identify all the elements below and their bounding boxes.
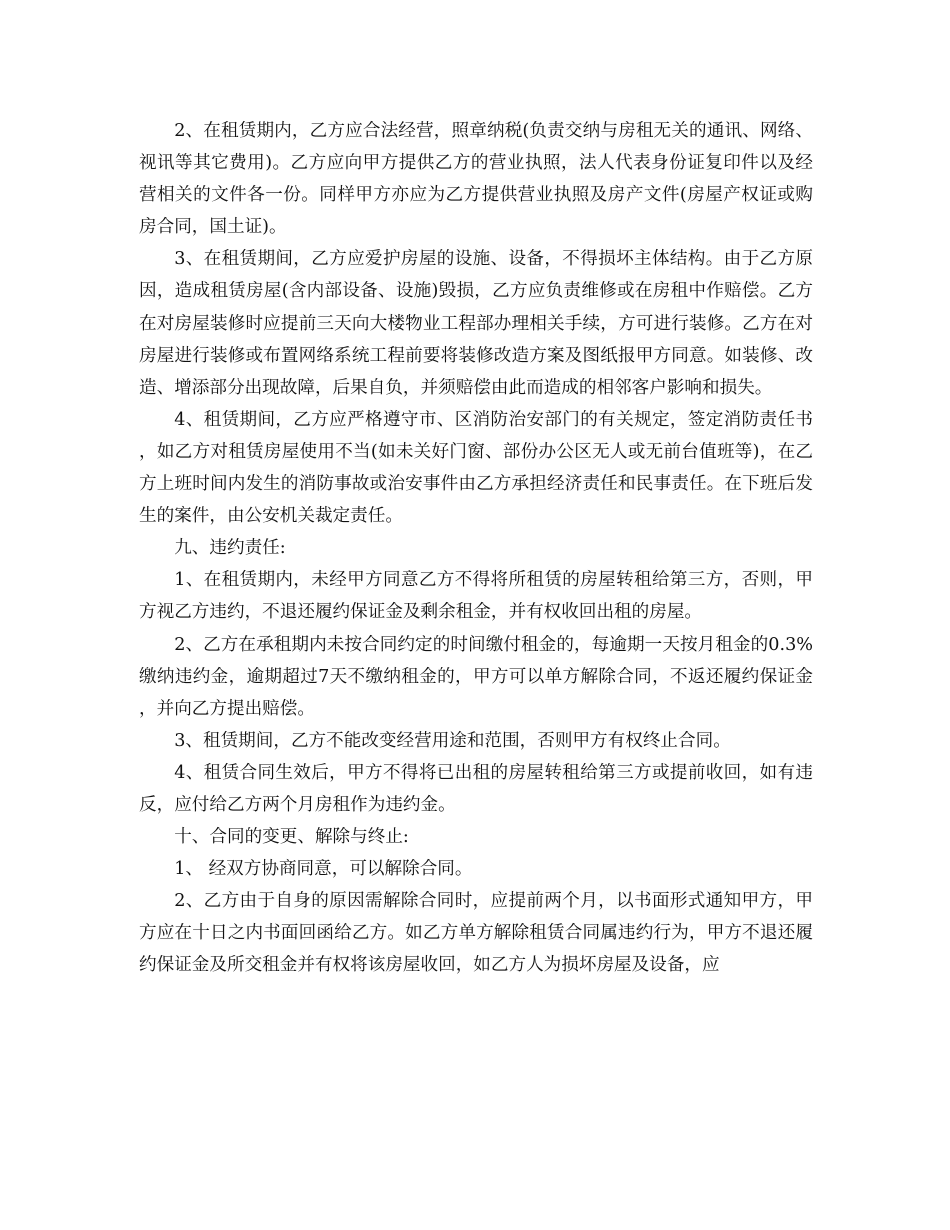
section-heading: 十、合同的变更、解除与终止: xyxy=(174,827,409,848)
clause-paragraph: 2、在租赁期内，乙方应合法经营，照章纳税(负责交纳与房租无关的通讯、网络、视讯等其它费用)。乙方应向甲方提供乙方的营业执照，法人代表身份证复印件以及经营相关的文件各一份。同样甲方亦应为乙方提供营业执照及房产文件(房屋产权证或购房合同，国土证)。 xyxy=(139,121,813,238)
clause-paragraph: 2、乙方由于自身的原因需解除合同时，应提前两个月，以书面形式通知甲方，甲方应在十日之内书面回函给乙方。如乙方单方解除租赁合同属违约行为，甲方不退还履约保证金及所交租金并有权将该房屋收回，如乙方人为损坏房屋及设备，应 xyxy=(139,891,813,976)
clause-paragraph: 1、 经双方协商同意，可以解除合同。 xyxy=(174,859,473,880)
clause-paragraph: 4、租赁期间，乙方应严格遵守市、区消防治安部门的有关规定，签定消防责任书，如乙方对租赁房屋使用不当(如未关好门窗、部份办公区无人或无前台值班等)，在乙方上班时间内发生的消防事故或治安事件由乙方承担经济责任和民事责任。在下班后发生的案件，由公安机关裁定责任。 xyxy=(139,409,813,527)
clause-paragraph: 1、在租赁期内，未经甲方同意乙方不得将所租赁的房屋转租给第三方，否则，甲方视乙方违约，不退还履约保证金及剩余租金，并有权收回出租的房屋。 xyxy=(139,570,813,623)
clause-paragraph: 3、在租赁期间，乙方应爱护房屋的设施、设备，不得损坏主体结构。由于乙方原因，造成租赁房屋(含内部设备、设施)毁损，乙方应负责维修或在房租中作赔偿。乙方在对房屋装修时应提前三天向大楼物业工程部办理相关手续，方可进行装修。乙方在对房屋进行装修或布置网络系统工程前要将装修改造方案及图纸报甲方同意。如装修、改造、增添部分出现故障，后果自负，并须赔偿由此而造成的相邻客户影响和损失。 xyxy=(139,249,813,398)
document-body xyxy=(139,115,813,982)
clause-paragraph: 2、乙方在承租期内未按合同约定的时间缴付租金的，每逾期一天按月租金的0.3%缴纳违约金，逾期超过7天不缴纳租金的，甲方可以单方解除合同，不返还履约保证金，并向乙方提出赔偿。 xyxy=(139,634,813,719)
clause-paragraph: 3、租赁期间，乙方不能改变经营用途和范围，否则甲方有权终止合同。 xyxy=(174,730,731,751)
section-heading: 九、违约责任: xyxy=(174,538,286,559)
clause-paragraph: 4、租赁合同生效后，甲方不得将已出租的房屋转租给第三方或提前收回，如有违反，应付给乙方两个月房租作为违约金。 xyxy=(139,762,813,815)
